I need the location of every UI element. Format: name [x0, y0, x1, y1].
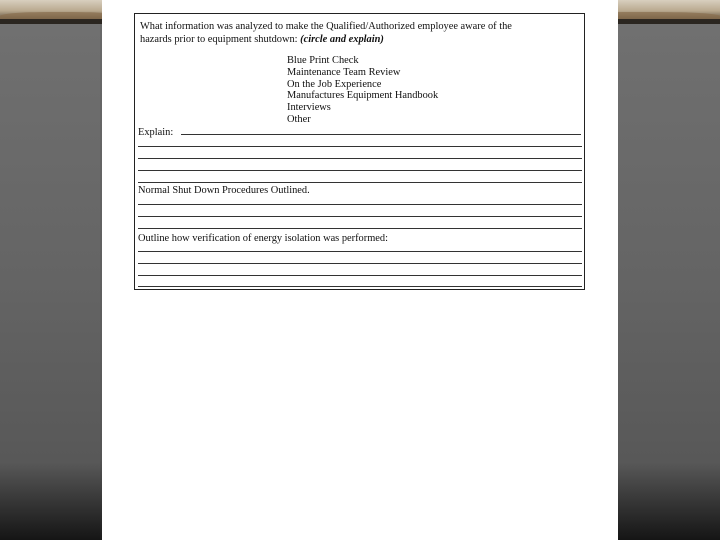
explain-answer-line[interactable] — [138, 182, 582, 183]
verification-answer-line[interactable] — [138, 251, 582, 252]
form-question — [140, 20, 580, 46]
option-item[interactable]: On the Job Experience — [287, 78, 382, 90]
shutdown-answer-line[interactable] — [138, 216, 582, 217]
shutdown-answer-line[interactable] — [138, 204, 582, 205]
explain-answer-line[interactable] — [138, 170, 582, 171]
option-item[interactable]: Interviews — [287, 102, 331, 114]
explain-answer-line[interactable] — [181, 134, 581, 135]
verification-label: Outline how verification of energy isolation was performed: — [138, 233, 388, 244]
right-margin — [618, 24, 720, 540]
option-list — [287, 55, 438, 126]
question-emphasis: (circle and explain) — [300, 34, 384, 45]
question-line-1: What information was analyzed to make the Qualified/Authorized employee aware of the — [140, 21, 512, 32]
option-item[interactable]: Blue Print Check — [287, 55, 359, 66]
shutdown-label: Normal Shut Down Procedures Outlined. — [138, 185, 310, 196]
hazard-analysis-form — [134, 13, 585, 290]
option-item[interactable]: Manufactures Equipment Handbook — [287, 90, 439, 102]
verification-answer-line[interactable] — [138, 286, 582, 287]
verification-answer-line[interactable] — [138, 263, 582, 264]
option-item[interactable]: Maintenance Team Review — [287, 66, 401, 78]
explain-label: Explain: — [138, 127, 174, 138]
explain-answer-line[interactable] — [138, 146, 582, 147]
left-margin — [0, 24, 100, 540]
question-line-2: hazards prior to equipment shutdown: — [140, 34, 301, 45]
shutdown-answer-line[interactable] — [138, 228, 582, 229]
option-item[interactable]: Other — [287, 113, 311, 125]
verification-answer-line[interactable] — [138, 275, 582, 276]
explain-answer-line[interactable] — [138, 158, 582, 159]
